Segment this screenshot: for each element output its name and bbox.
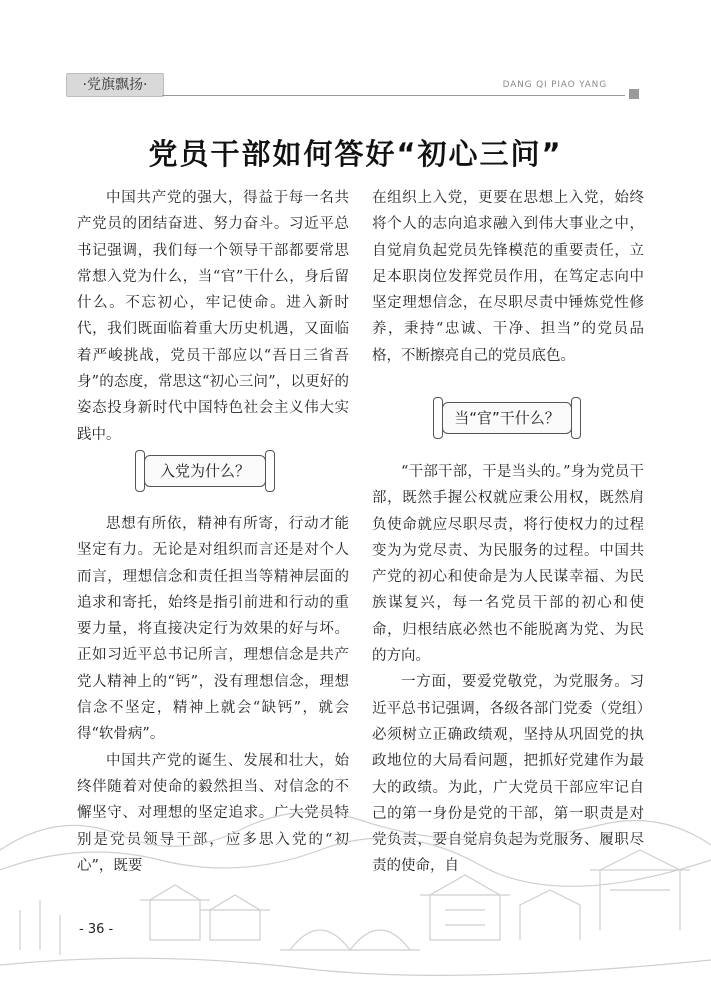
watermark-scenery-illustration (0, 790, 711, 1000)
section2-paragraph-1: “干部干部，干是当头的。”身为党员干部，既然手握公权就应秉公用权，既然肩负使命就应尽职尽责，将行使权力的过程变为为党尽责、为民服务的过程。中国共产党的初心和使命是为人民谋幸福、为民族谋复兴，每一名党员干部的初心和使命，归根结底必然也不能脱离为党、为民的方向。 (372, 464, 644, 665)
intro-paragraph: 中国共产党的强大，得益于每一名共产党员的团结奋进、努力奋斗。习近平总书记强调，我们每一个领导干部都要常思常想入党为什么，当“官”干什么，身后留什么。不忘初心，牢记使命。进入新时代，我们既面临着重大历史机遇，又面临着严峻挑战，党员干部应以“吾日三省吾身”的态度，常思这“初心三问”，以更好的姿态投身新时代中国特色社会主义伟大实践中。 (77, 190, 349, 443)
section-tag: ·党旗飘扬· (66, 73, 164, 97)
section1-paragraph-2-continued: 在组织上入党，更要在思想上入党，始终将个人的志向追求融入到伟大事业之中，自觉肩负起党员先锋模范的重要责任，立足本职岗位发挥党员作用，在笃定志向中坚定理想信念，在尽职尽责中锤炼党性修养，秉持“忠诚、干净、担当”的党员品格，不断擦亮自己的党员底色。 (372, 190, 644, 364)
section2-heading: 当“官”干什么？ (442, 402, 572, 434)
section2-paragraph-2: 一方面，要爱党敬党，为党服务。习近平总书记强调，各级各部门党委（党组）必须树立正确政绩观，坚持从巩固党的执政地位的大局看问题，把抓好党建作为最大的政绩。为此，广大党员干部应牢记自己的第一身份是党的干部，第一职责是对党负责，要自觉肩负起为党服务、履职尽责的使命，自 (372, 674, 644, 875)
header-rule (162, 95, 625, 96)
section1-paragraph-1: 思想有所依，精神有所寄，行动才能坚定有力。无论是对组织而言还是对个人而言，理想信念和责任担当等精神层面的追求和寄托，始终是指引前进和行动的重要力量，将直接决定行为效果的好与坏。正如习近平总书记所言，理想信念是共产党人精神上的“钙”，没有理想信念，理想信念不坚定，精神上就会“缺钙”，就会得“软骨病”。 (77, 516, 349, 743)
section1-heading: 入党为什么？ (144, 455, 266, 487)
header-square-ornament (629, 89, 639, 99)
section-pinyin: DANG QI PIAO YANG (502, 80, 607, 90)
article-title: 党员干部如何答好“初心三问” (148, 137, 563, 171)
page-number: - 36 - (79, 922, 114, 937)
intro-block (77, 185, 349, 448)
section1-paragraph-2: 中国共产党的诞生、发展和壮大，始终伴随着对使命的毅然担当、对信念的不懈坚守、对理想的坚定追求。广大党员特别是党员领导干部，应多思入党的“初心”，既要 (77, 752, 349, 874)
section1-continued-block (372, 185, 644, 369)
